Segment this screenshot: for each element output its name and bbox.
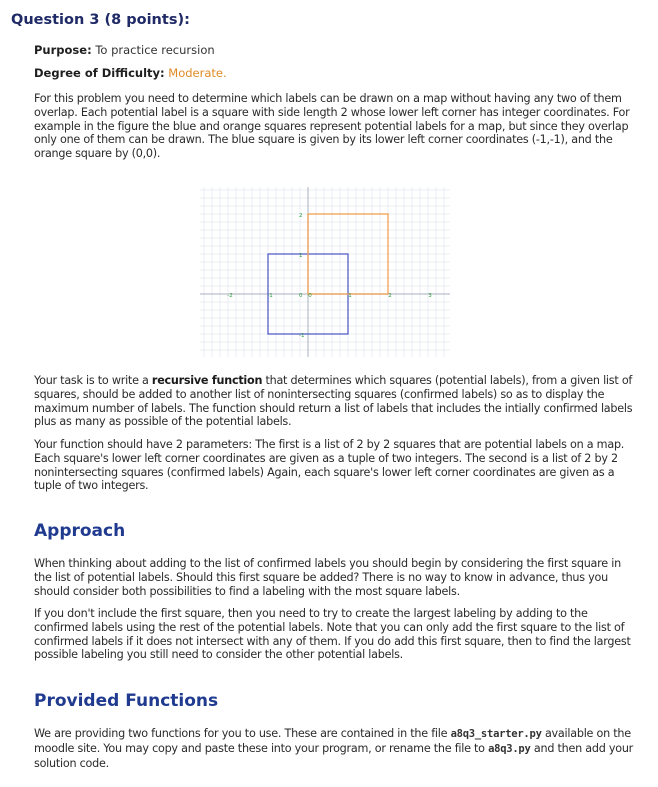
x-tick-label: 0 [308, 293, 312, 299]
y-tick-label: 1 [299, 253, 303, 259]
approach-paragraph-2: If you don't include the first square, then you need to try to create the largest labeling by adding to the confirmed labels using the rest of the potential labels. Note that you can only add the first square to the list of confirmed labels if it does not intersect with any of them. If you do add this first square, then to find the largest possible labeling you still need to consider the other potential labels. [34, 607, 631, 662]
squares-figure [200, 187, 450, 357]
recursive-function-emphasis: recursive function [151, 374, 263, 387]
difficulty-line [34, 66, 227, 80]
x-tick-label: 3 [428, 293, 432, 299]
y-tick-label: -1 [299, 333, 305, 339]
starter-filename: a8q3_starter.py [450, 728, 542, 740]
task-paragraph-1 [34, 374, 640, 429]
provided-text-c: and then add your solution code. [34, 741, 634, 770]
axes [200, 187, 450, 357]
difficulty-label: Degree of Difficulty: [34, 66, 165, 80]
x-tick-label: -1 [267, 293, 273, 299]
approach-heading: Approach [34, 521, 126, 541]
task-paragraph-2: Your function should have 2 parameters: The first is a list of 2 by 2 squares that are potential labels on a map. Each square's lower left corner coordinates are given as a tuple of two integers. The second is a list of 2 by 2 nonintersecting squares (confirmed labels) Again, each square's lower left corner coordinates are given as a tuple of two integers. [34, 438, 625, 493]
intro-paragraph: For this problem you need to determine which labels can be drawn on a map without having any two of them overlap. Each potential label is a square with side length 2 whose lower left corner has integer coordinates. For example in the figure the blue and orange squares represent potential labels for a map, but since they overlap only one of them can be drawn. The blue square is given by its lower left corner coordinates (-1,-1), and the orange square by (0,0). [34, 92, 630, 161]
provided-text-b: available on the moodle site. You may copy and paste these into your program, or rename the file to [34, 727, 631, 755]
task-text-b: that determines which squares (potential labels), from a given list of squares, should be added to another list of nonintersecting squares (confirmed labels) so as to display the maximum number of labels. The function should return a list of labels that includes the intially confirmed labels plus as many as possible of the potential labels. [34, 374, 633, 429]
solution-filename: a8q3.py [488, 742, 531, 755]
x-tick-label: -2 [227, 293, 233, 299]
provided-functions-heading: Provided Functions [34, 691, 219, 711]
x-tick-label: 2 [388, 293, 392, 299]
y-tick-label: 2 [299, 213, 303, 219]
grid [200, 187, 450, 357]
difficulty-value: Moderate. [168, 66, 227, 80]
provided-text-a: We are providing two functions for you to use. These are contained in the file [34, 727, 451, 740]
x-tick-label: 1 [348, 293, 352, 299]
question-title: Question 3 (8 points): [11, 12, 190, 28]
task-text-a: Your task is to write a [34, 374, 152, 387]
provided-paragraph [34, 727, 640, 770]
purpose-label: Purpose: [34, 43, 92, 57]
label-squares [268, 214, 388, 334]
purpose-value: To practice recursion [95, 43, 215, 57]
tick-labels [227, 213, 432, 339]
purpose-line [34, 43, 215, 57]
y-tick-label: 0 [299, 293, 303, 299]
approach-paragraph-1: When thinking about adding to the list of confirmed labels you should begin by considering the first square in the list of potential labels. Should this first square be added? There is no way to know in advance, thus you should consider both possibilities to find a labeling with the most square labels. [34, 557, 621, 598]
